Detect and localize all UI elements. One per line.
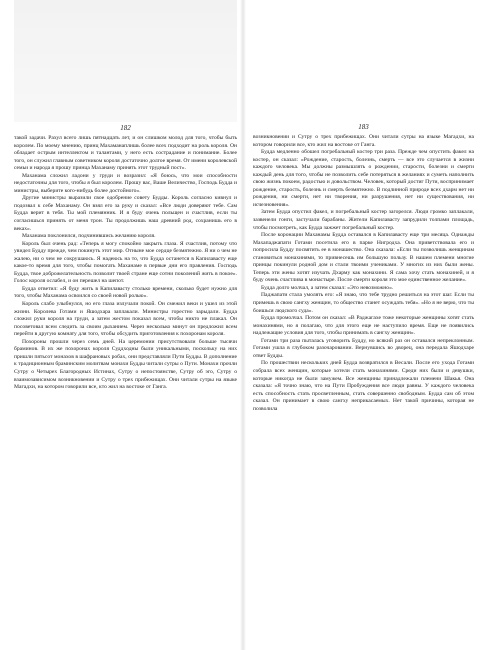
paragraph: Король был очень рад: «Теперь я могу спокойно закрыть глаза. Я счастлив, потому что увидел Будду прежде, чем покинуть этот мир. Отныне мое сердце безмятежно. Я ни о чем не жалею, ни о чем не сокрушаюсь. Я надеюсь на то, что Будда останется в Капилавасту еще какое-то время для того, чтобы помогать Маханаме в первые дни его правления. Господь Будда, твое доброжелательность позволит твоей стране еще сотни поколений жить в покое». Голос короля ослабел, и он перешел на шепот. [14, 240, 237, 285]
right-page-text [253, 134, 474, 413]
paragraph: Другие министры выразили свое одобрение совету Будды. Король согласно кивнул и подозвал к себе Маханаму. Он взял его за руку и сказал: «Все люди доверяют тебе. Сам Будда верит в тебя. Ты мой племянник. И я буду очень польщен и счастлив, если ты согласишься принять от меня трон. Ты продолжишь наш древний род, сохранишь его в веках». [14, 195, 237, 232]
paragraph: Затем Будда опустил факел, и погребальный костер загорелся. Люди громко заплакали, зазвенели гонги, застучали барабаны. Жители Капилавасту запрудили толпами площадь, чтобы посмотреть, как Будда зажжет погребальный костер. [253, 209, 474, 231]
paragraph: После коронации Маханамы Будда оставался в Капилавасту еще три месяца. Однажды Махападжапати Готами посетила его в парке Нигродха. Она приветствовала его и попросила Будду посвятить ее в монашество. Она сказала: «Если ты позволишь женщинам становиться монахинями, то привнесешь им большую пользу. В нашем племени многие принцы покинули родной дом и стали твоими учениками. У многих из них были жены. Теперь эти жены хотят изучать Дхарму как монахини. Я сама хочу стать монахиней, и я буду очень счастлива в монастыре. После смерти короля это мое единственное желание». [253, 232, 474, 284]
paragraph: Будда промолчал. Потом он сказал: «В Раджагахе тоже некоторые женщины хотят стать монахинями, но я полагаю, что для этого еще не наступило время. Еще не появились надлежащие условия для того, чтобы принимать в сангху женщин». [253, 315, 474, 337]
paragraph: Будда медленно обошел погребальный костер три раза. Прежде чем опустить факел на костер, он сказал: «Рождение, старость, болезнь, смерть — все это случается в жизни каждого человека. Мы должны размышлять о рождении, старости, болезни и смерти каждый день для того, чтобы не позволить себе потеряться в желаниях и суметь наполнить свою жизнь покоем, радостью и довольством. Человек, который достиг Пути, воспринимает рождение, старость, болезнь и смерть безмятежно. В подлинной природе всех дхарм нет ни рождения, ни смерти, нет ни творения, ни разрушения, нет ни существования, ни исчезновения». [253, 149, 474, 208]
paragraph: Паджапати стала умолять его: «Я знаю, что тебе трудно решиться на этот шаг. Если ты примешь в свою сангху женщин, то общество станет осуждать тебя». «Но я не верю, что ты боишься людского суда». [253, 292, 474, 314]
paragraph: Будда ответил: «Я буду жить в Капилавасту столько времени, сколько будет нужно для того, чтобы Маханама освоился со своей новой ролью». [14, 285, 237, 300]
paragraph: Будда долго молчал, а затем сказал: «Это невозможно». [261, 284, 394, 291]
left-page-text [14, 135, 237, 392]
top-blank-area [14, 0, 237, 122]
page-number-right: 183 [358, 123, 369, 131]
paragraph: По прошествии нескольких дней Будда возвратился в Весали. После его ухода Готами собрала всех женщин, которые хотели стать монахинями. Среди них были и девушки, которые никогда не были замужем. Все женщины принадлежали племени Шакья. Она сказала: «Я точно знаю, что на Пути Пробуждения все люди равны. У каждого человека есть способность стать просветленным, стать совершенно свободным. Будда сам об этом сказал. Он принимает в свою сангху неприкасаемых. Нет такой причины, которая не позволила [253, 360, 474, 412]
paragraph: такой задачи. Рахул всего лишь пятнадцать лет, и он слишком молод для того, чтобы быть королем. По моему мнению, принц Махаманаплишь более всех подходит на роль короля. Он обладает острым интеллектом и талантами, у него есть сострадание и понимание. Более того, он служил главным советником короля достаточно долгое время. От имени королевской семьи и народа я прошу принца Маханаму принять этот трудный пост». [14, 135, 237, 172]
paragraph: Похороны прошли через семь дней. На церемонии присутствовали больше тысячи браминов. В их же похоронах короля Суддходны были уникальными, поскольку на них пришли пятьсот монахов в шафрановых робах, они представляли Пути Будды. В дополнение к традиционным браминским молитвам монахи Будды читали сутры о Пути. Монахи прочли Сутру о Четырех Благородных Истинах, Сутру о непостоянстве, Сутру об эго, Сутру о взаимозависимом возникновении и Сутру о трех прибежищах. Они читали сутры на языке Магадхи, на котором говорили все, кто жил на востоке от Ганга. [14, 338, 237, 391]
page-number-left: 182 [120, 124, 131, 132]
paragraph: Маханама поклонился, подчинившись желанию короля. [22, 233, 156, 240]
paragraph: Маханама сложил ладони у груди и возразил: «Я боюсь, что мои способности недостаточны для того, чтобы я был королем. Прошу вас, Ваше Величество, Господь Будда и министры, выберите кого-нибудь более достойного». [14, 172, 237, 194]
right-page [245, 0, 480, 650]
top-blank-area [253, 0, 474, 123]
paragraph: возникновении и Сутру о трех прибежищах. Они читали сутры на языке Магадхи, на котором говорили все, кто жил на востоке от Ганга. [253, 134, 474, 148]
paragraph: Готами три раза пыталась уговорить Будду, но всякий раз он оставался непреклонным. Готами ушла в глубоком разочаровании. Вернувшись во дворец, она передала Яшодхаре ответ Будды. [253, 337, 474, 359]
paragraph: Король слабо улыбнулся, но его глаза излучали покой. Он смежил веки и ушел из этой жизни. Королева Готами и Яшодхара заплакали. Министры горестно зарыдали. Будда сложил руки короля на груди, а затем жестом показал всем, чтобы никто не плакал. Он посоветовал всем следить за своим дыханием. Через несколько минут он предложил всем перейти в другую комнату для того, чтобы обсудить приготовления к похоронам короля. [14, 301, 237, 338]
